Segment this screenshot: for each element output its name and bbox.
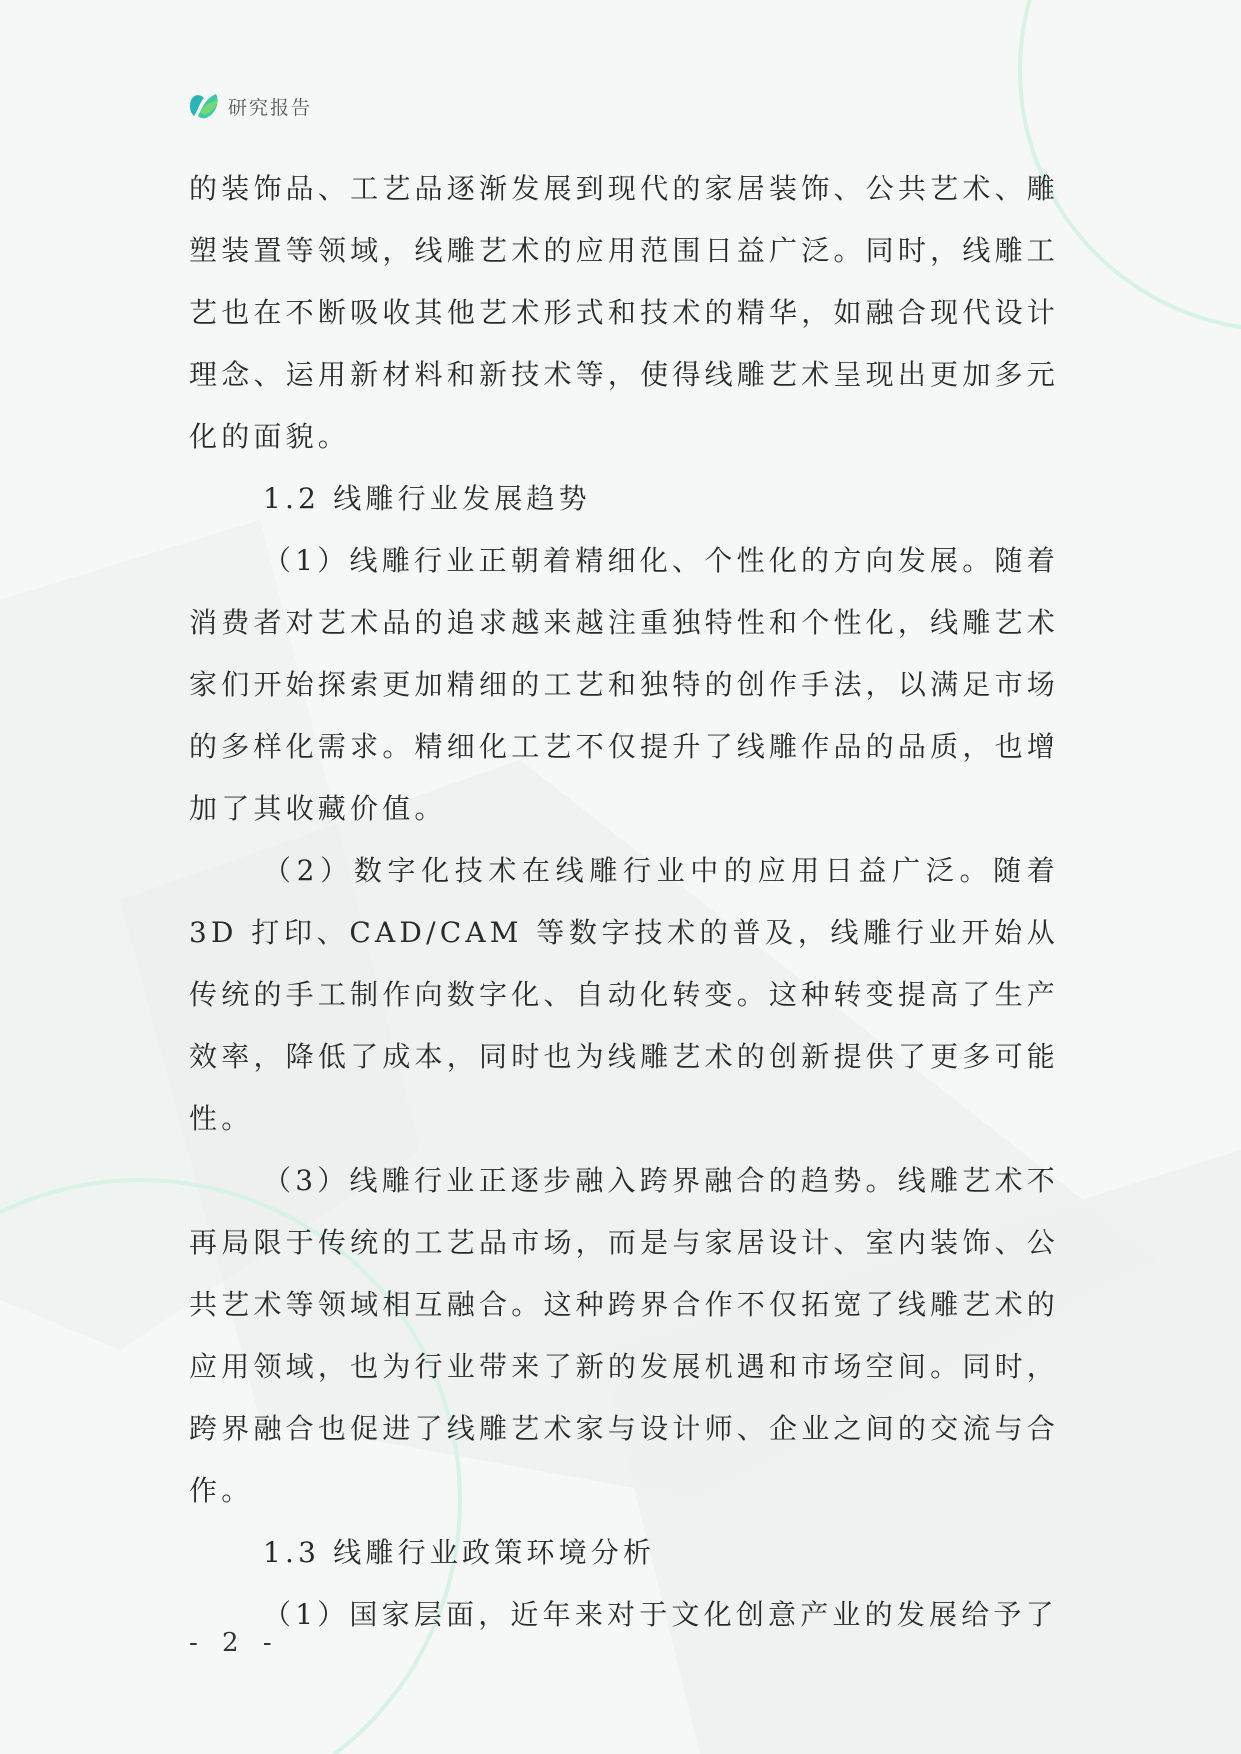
paragraph-trend-2: （2）数字化技术在线雕行业中的应用日益广泛。随着 3D 打印、CAD/CAM 等数字技术的普及，线雕行业开始从传统的手工制作向数字化、自动化转变。这种转变提高了生产效率，降低了成本，同时也为线雕艺术的创新提供了更多可能性。	[189, 854, 1059, 1135]
document-body	[189, 158, 1059, 1646]
paragraph-trend-3: （3）线雕行业正逐步融入跨界融合的趋势。线雕艺术不再局限于传统的工艺品市场，而是与家居设计、室内装饰、公共艺术等领域相互融合。这种跨界合作不仅拓宽了线雕艺术的应用领域，也为行业带来了新的发展机遇和市场空间。同时，跨界融合也促进了线雕艺术家与设计师、企业之间的交流与合作。	[189, 1164, 1059, 1507]
leaf-logo-icon	[186, 88, 222, 124]
report-header	[186, 88, 312, 124]
paragraph-policy-1: （1）国家层面，近年来对于文化创意产业的发展给予了	[263, 1598, 1058, 1631]
paragraph-continuation: 的装饰品、工艺品逐渐发展到现代的家居装饰、公共艺术、雕塑装置等领域，线雕艺术的应用范围日益广泛。同时，线雕工艺也在不断吸收其他艺术形式和技术的精华，如融合现代设计理念、运用新材料和新技术等，使得线雕艺术呈现出更加多元化的面貌。	[189, 172, 1059, 453]
header-title: 研究报告	[228, 96, 313, 119]
page-number: - 2 -	[189, 1628, 280, 1658]
paragraph-trend-1: （1）线雕行业正朝着精细化、个性化的方向发展。随着消费者对艺术品的追求越来越注重独特性和个性化，线雕艺术家们开始探索更加精细的工艺和独特的创作手法，以满足市场的多样化需求。精细化工艺不仅提升了线雕作品的品质，也增加了其收藏价值。	[189, 544, 1059, 825]
section-heading-1-2: 1.2 线雕行业发展趋势	[263, 482, 591, 515]
section-heading-1-3: 1.3 线雕行业政策环境分析	[263, 1536, 656, 1569]
